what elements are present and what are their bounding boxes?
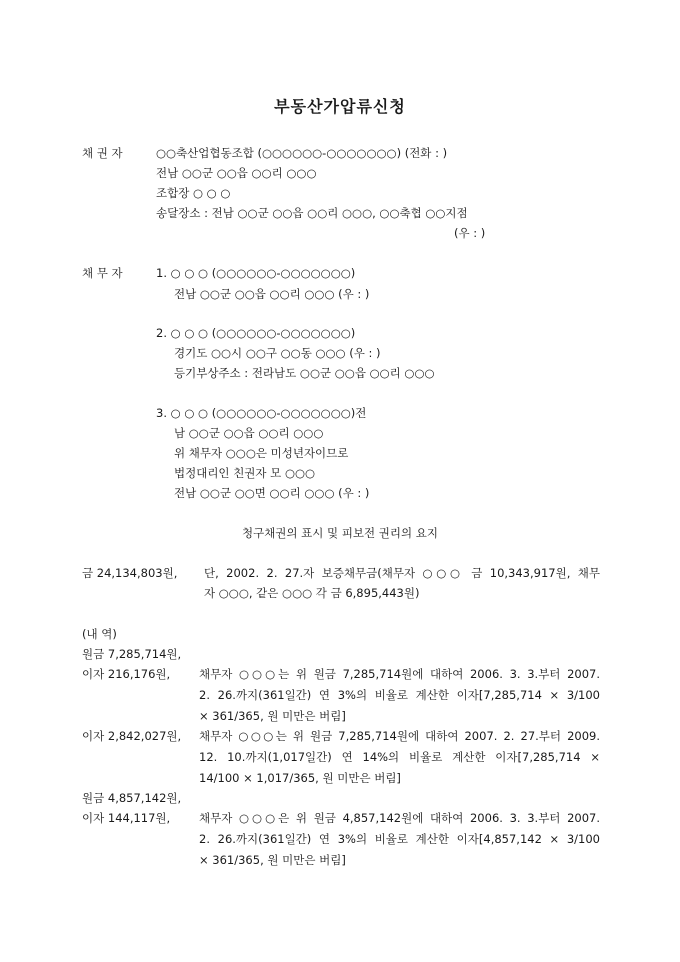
interest-1-line-2: 2. 26.까지(361일간) 연 3%의 비율로 계산한 이자[7,285,714 × 3/100 <box>199 688 600 702</box>
interest-2-label: 이자 2,842,027원, <box>82 729 182 743</box>
interest-1-label: 이자 216,176원, <box>82 667 171 681</box>
interest-1-line-1: 채무자 ○○○는 위 원금 7,285,714원에 대하여 2006. 3. 3.부터 2007. <box>199 667 600 681</box>
interest-3-line-2: 2. 26.까지(361일간) 연 3%의 비율로 계산한 이자[4,857,142 × 3/100 <box>199 832 600 846</box>
principal-1: 원금 7,285,714원, <box>82 647 182 661</box>
debtor-2-registry-address: 등기부상주소 : 전라남도 ○○군 ○○읍 ○○리 ○○○ <box>174 366 435 380</box>
creditor-label: 채 권 자 <box>82 146 123 160</box>
interest-3-line-1: 채무자 ○○○은 위 원금 4,857,142원에 대하여 2006. 3. 3.부터 2007. <box>199 811 600 825</box>
interest-1-line-3: × 361/365, 원 미만은 버림] <box>199 709 346 723</box>
interest-2-line-2: 12. 10.까지(1,017일간) 연 14%의 비율로 계산한 이자[7,285,714 × <box>199 750 600 764</box>
debtor-2-address: 경기도 ○○시 ○○구 ○○동 ○○○ (우 : ) <box>174 346 381 360</box>
interest-3-label: 이자 144,117원, <box>82 811 171 825</box>
breakdown-heading: (내 역) <box>82 627 117 641</box>
debtor-2-name: 2. ○ ○ ○ (○○○○○○-○○○○○○○) <box>156 326 356 340</box>
debtor-label: 채 무 자 <box>82 266 123 280</box>
section-heading: 청구채권의 표시 및 피보전 권리의 요지 <box>241 526 439 540</box>
debtor-1-address: 전남 ○○군 ○○읍 ○○리 ○○○ (우 : ) <box>174 287 370 301</box>
claim-description-line-2: 자 ○○○, 같은 ○○○ 각 금 6,895,443원) <box>204 586 420 600</box>
debtor-3-guardian-address: 전남 ○○군 ○○면 ○○리 ○○○ (우 : ) <box>174 486 370 500</box>
debtor-1-name: 1. ○ ○ ○ (○○○○○○-○○○○○○○) <box>156 266 356 280</box>
principal-2: 원금 4,857,142원, <box>82 791 182 805</box>
document-title: 부동산가압류신청 <box>274 97 406 116</box>
claim-description-line-1: 단, 2002. 2. 27.자 보증채무금(채무자 ○○○ 금 10,343,917원, 채무 <box>204 566 600 580</box>
interest-2-line-1: 채무자 ○○○는 위 원금 7,285,714원에 대하여 2007. 2. 27.부터 2009. <box>199 729 600 743</box>
debtor-3-minor-note: 위 채무자 ○○○은 미성년자이므로 <box>174 446 349 460</box>
debtor-3-name: 3. ○ ○ ○ (○○○○○○-○○○○○○○)전 <box>156 406 367 420</box>
interest-2-line-3: 14/100 × 1,017/365, 원 미만은 버림] <box>199 771 401 785</box>
interest-3-line-3: × 361/365, 원 미만은 버림] <box>199 853 346 867</box>
creditor-postal: (우 : ) <box>454 226 486 240</box>
debtor-3-guardian: 법정대리인 친권자 모 ○○○ <box>174 466 316 480</box>
creditor-service-address: 송달장소 : 전남 ○○군 ○○읍 ○○리 ○○○, ○○축협 ○○지점 <box>156 206 468 220</box>
debtor-3-address: 남 ○○군 ○○읍 ○○리 ○○○ <box>174 426 324 440</box>
claim-amount: 금 24,134,803원, <box>82 566 178 580</box>
creditor-representative: 조합장 ○ ○ ○ <box>156 186 231 200</box>
creditor-name: ○○축산업협동조합 (○○○○○○-○○○○○○○) (전화 : ) <box>156 146 448 160</box>
creditor-address: 전남 ○○군 ○○읍 ○○리 ○○○ <box>156 166 317 180</box>
